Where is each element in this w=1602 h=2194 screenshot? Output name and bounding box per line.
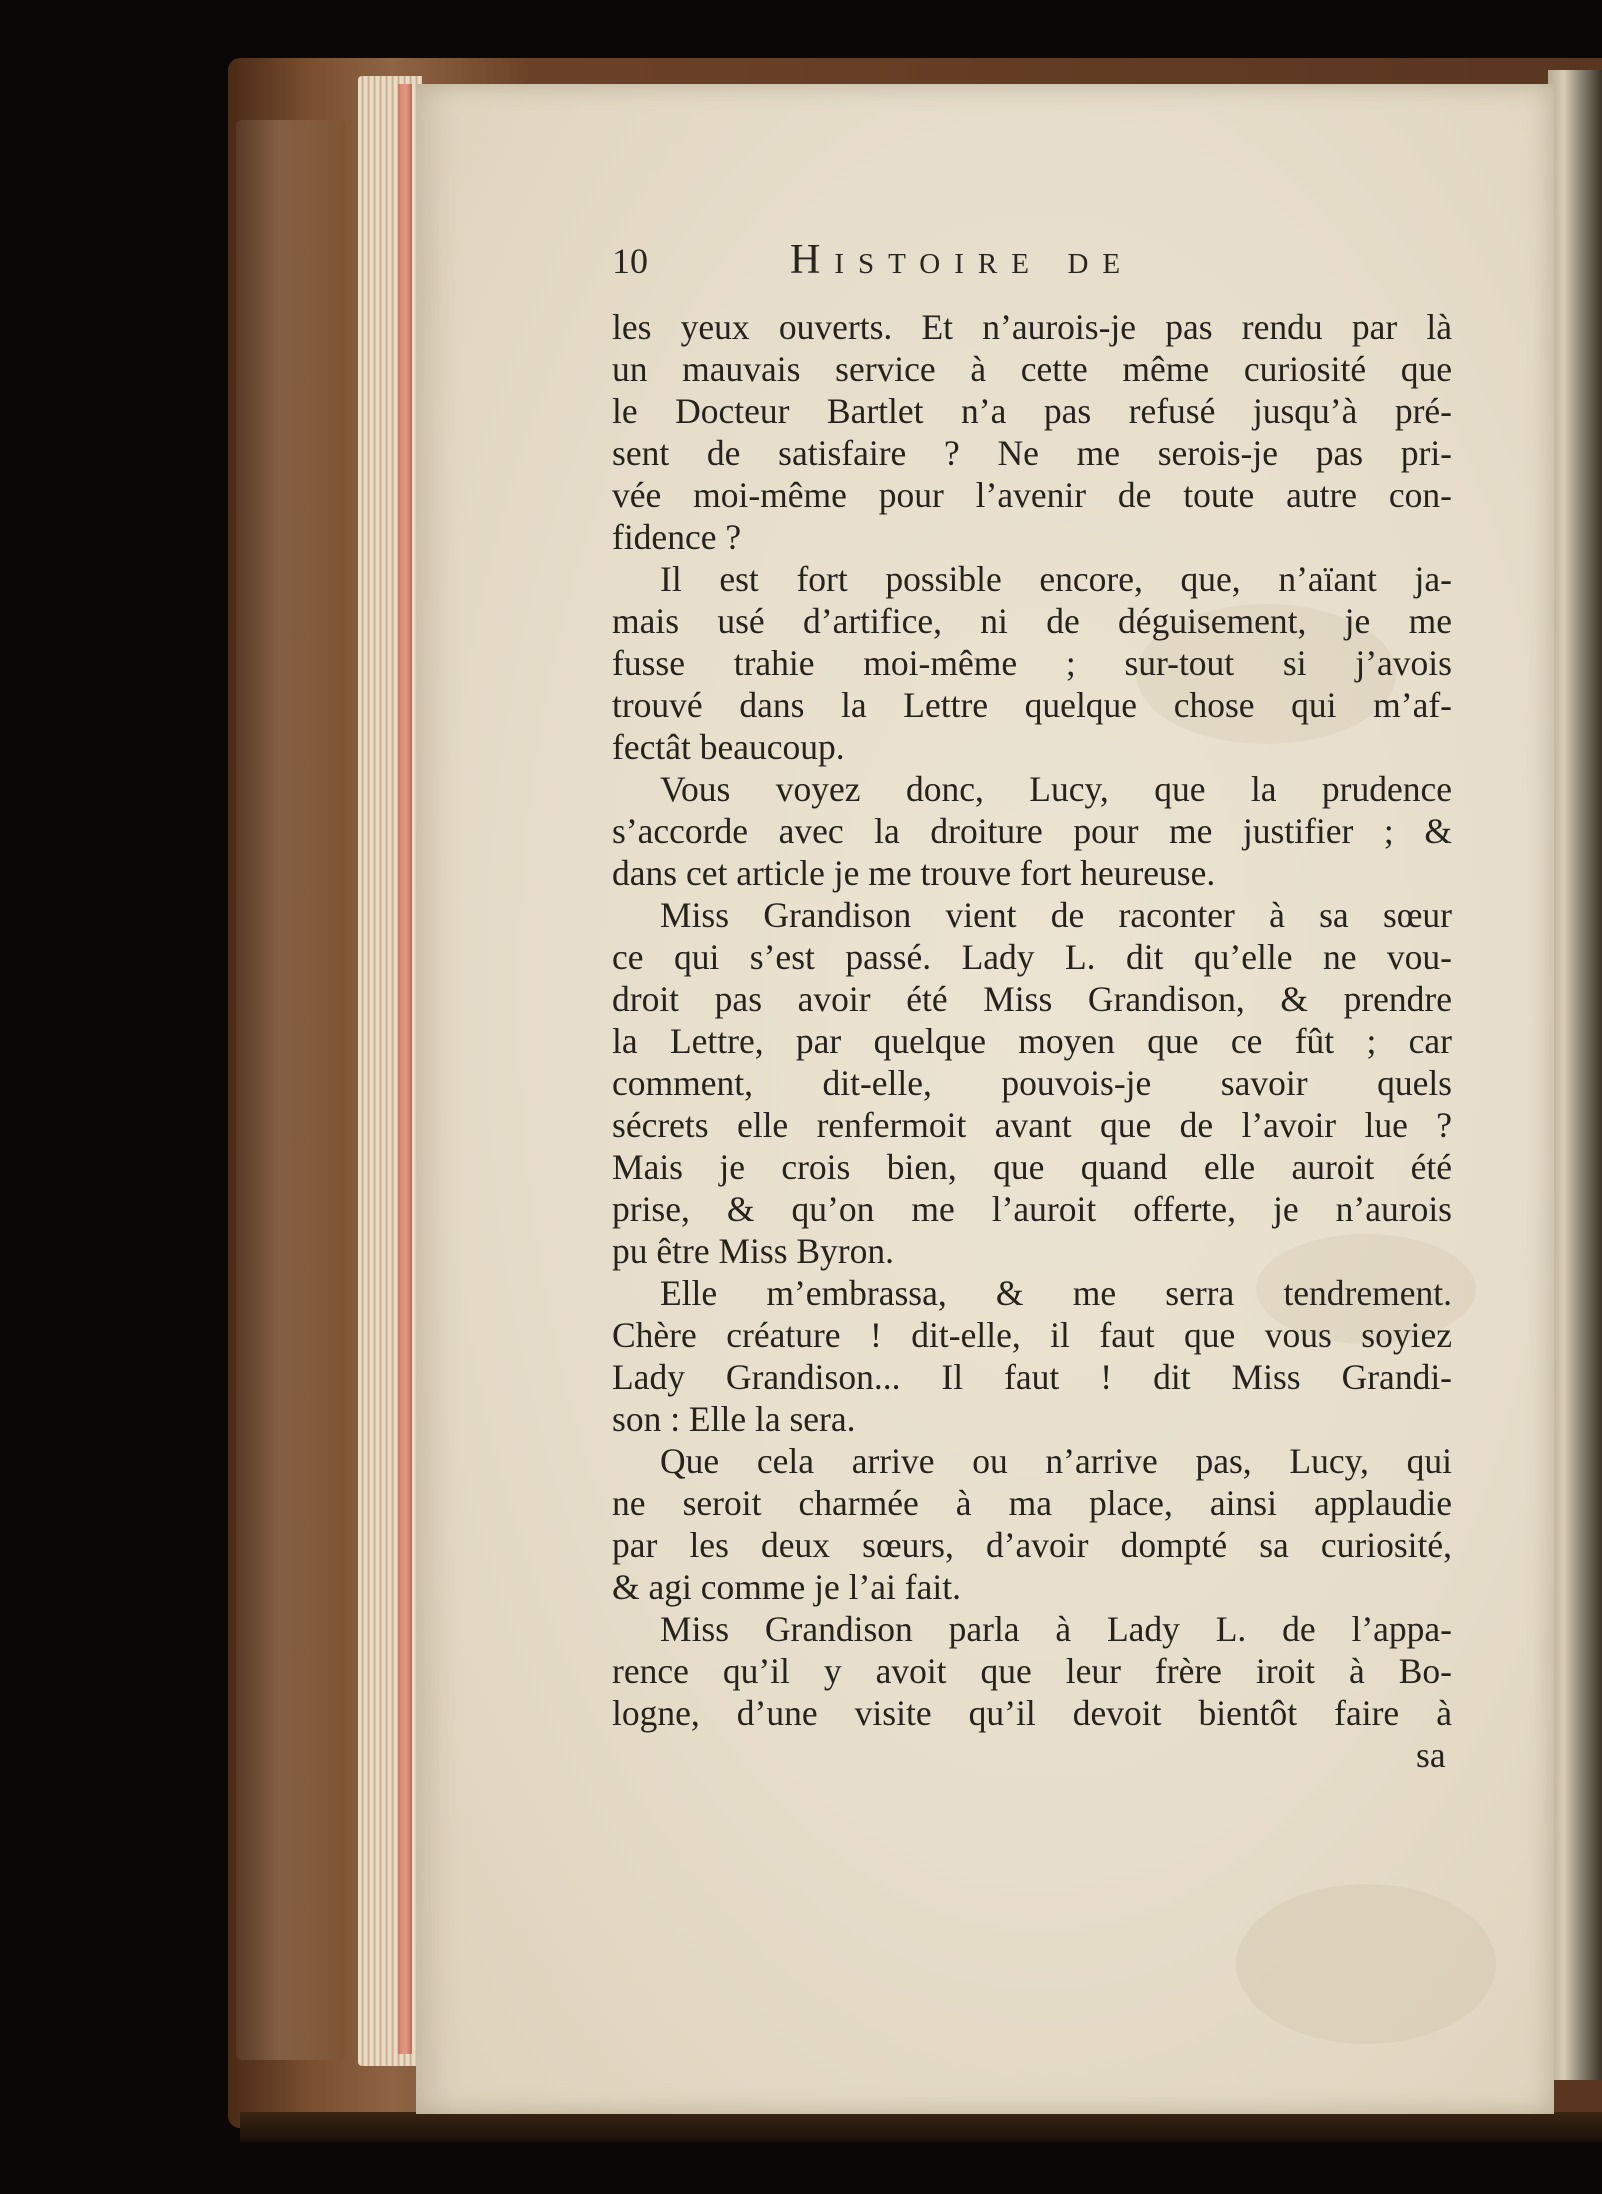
- text-line: Que cela arrive ou n’arrive pas, Lucy, qui: [660, 1441, 1452, 1481]
- text-line: sécrets elle renfermoit avant que de l’avoir lue ?: [612, 1105, 1452, 1145]
- text-line: & agi comme je l’ai fait.: [612, 1567, 961, 1607]
- text-line: vée moi-même pour l’avenir de toute autre con-: [612, 475, 1452, 515]
- running-head: Histoire de: [790, 237, 1135, 283]
- text-line: les yeux ouverts. Et n’aurois-je pas rendu par là: [612, 307, 1452, 347]
- text-line: Vous voyez donc, Lucy, que la prudence: [660, 769, 1452, 809]
- text-line: Mais je crois bien, que quand elle auroit été: [612, 1147, 1452, 1187]
- text-line: Lady Grandison... Il faut ! dit Miss Grandi-: [612, 1357, 1452, 1397]
- text-line: Il est fort possible encore, que, n’aïant ja-: [660, 559, 1452, 599]
- text-line: dans cet article je me trouve fort heureuse.: [612, 853, 1216, 893]
- page-header: [612, 237, 1452, 292]
- paper-stain: [1236, 1884, 1496, 2044]
- text-line: rence qu’il y avoit que leur frère iroit à Bo-: [612, 1651, 1452, 1691]
- page-number: 10: [612, 241, 648, 281]
- cover-bottom-edge: [240, 2112, 1602, 2142]
- text-line: fectât beaucoup.: [612, 727, 845, 767]
- text-line: Miss Grandison vient de raconter à sa sœur: [660, 895, 1452, 935]
- text-line: mais usé d’artifice, ni de déguisement, je me: [612, 601, 1452, 641]
- red-page-edge: [398, 84, 412, 2054]
- body-text: [612, 306, 1452, 1734]
- text-line: ce qui s’est passé. Lady L. dit qu’elle ne vou-: [612, 937, 1452, 977]
- catchword: sa: [1416, 1735, 1446, 1775]
- text-line: un mauvais service à cette même curiosité que: [612, 349, 1452, 389]
- text-line: sent de satisfaire ? Ne me serois-je pas pri-: [612, 433, 1452, 473]
- text-line: la Lettre, par quelque moyen que ce fût ; car: [612, 1021, 1452, 1061]
- text-line: Chère créature ! dit-elle, il faut que vous soyiez: [612, 1315, 1452, 1355]
- text-line: fusse trahie moi-même ; sur-tout si j’avois: [612, 643, 1452, 683]
- text-line: le Docteur Bartlet n’a pas refusé jusqu’à pré-: [612, 391, 1452, 431]
- text-line: Elle m’embrassa, & me serra tendrement.: [660, 1273, 1452, 1313]
- page-stack-edges: [358, 76, 422, 2066]
- text-line: son : Elle la sera.: [612, 1399, 856, 1439]
- text-line: ne seroit charmée à ma place, ainsi applaudie: [612, 1483, 1452, 1523]
- text-line: comment, dit-elle, pouvois-je savoir quels: [612, 1063, 1452, 1103]
- text-line: prise, & qu’on me l’auroit offerte, je n’aurois: [612, 1189, 1452, 1229]
- cover-highlight: [236, 120, 346, 2060]
- text-line: Miss Grandison parla à Lady L. de l’appa-: [660, 1609, 1452, 1649]
- text-line: droit pas avoir été Miss Grandison, & prendre: [612, 979, 1452, 1019]
- facing-page-edge: [1548, 70, 1602, 2080]
- text-line: logne, d’une visite qu’il devoit bientôt faire à: [612, 1693, 1452, 1733]
- text-line: par les deux sœurs, d’avoir dompté sa curiosité,: [612, 1525, 1452, 1565]
- text-line: fidence ?: [612, 517, 742, 557]
- text-line: pu être Miss Byron.: [612, 1231, 895, 1271]
- text-line: trouvé dans la Lettre quelque chose qui m’af-: [612, 685, 1452, 725]
- text-line: s’accorde avec la droiture pour me justifier ; &: [612, 811, 1452, 851]
